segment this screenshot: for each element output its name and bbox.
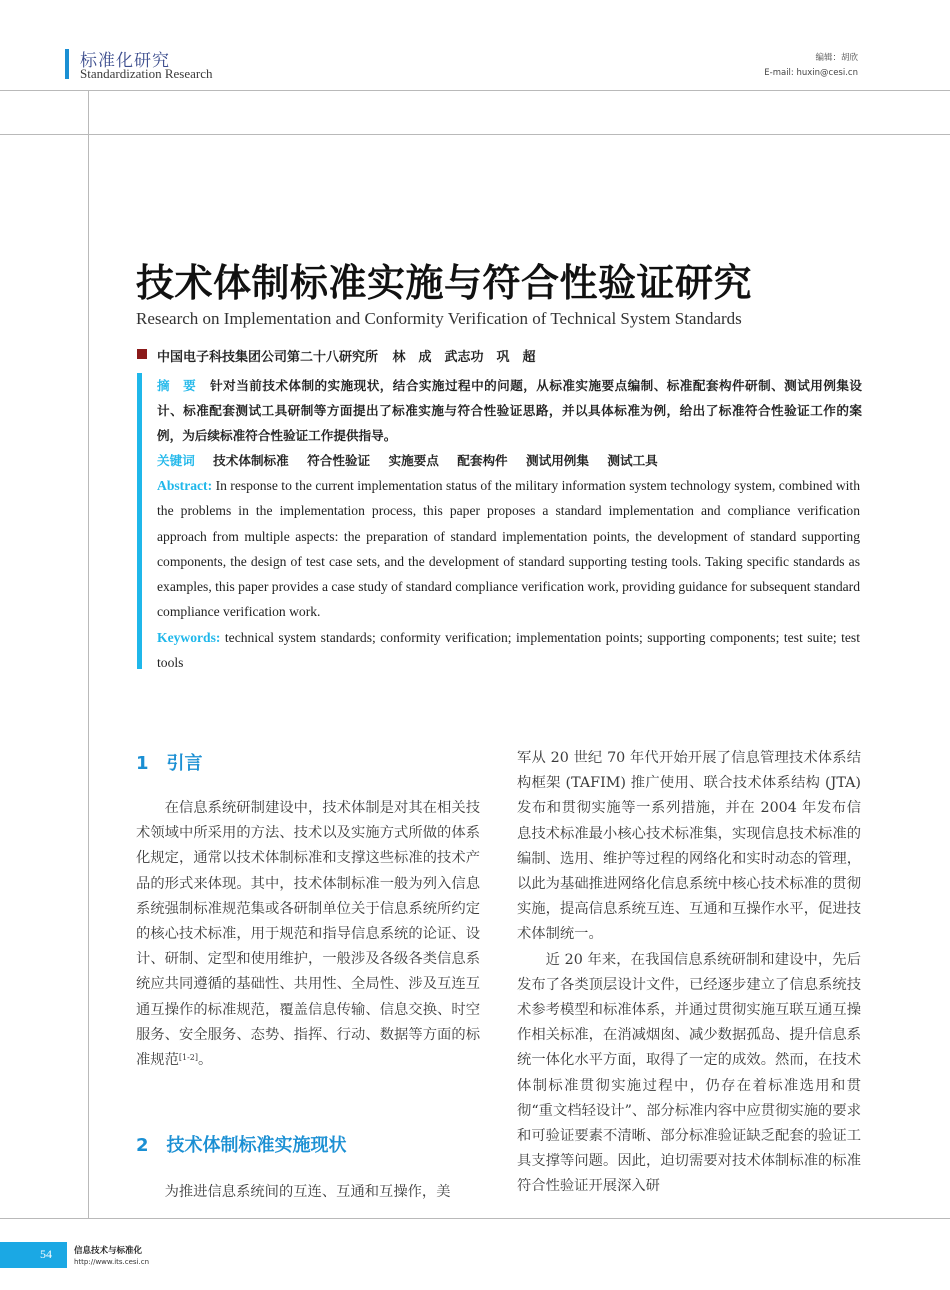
right-column-paragraph-2: 近 20 年来，在我国信息系统研制和建设中，先后发布了各类顶层设计文件，已经逐步建立了信息系统技术参考模型和标准体系，并通过贯彻实施互联互通互操作相关标准，在消减烟囱、减少数据孤岛、提升信息系统一体化水平方面，取得了一定的成效。然而，在技术体制标准贯彻实施过程中，仍存在着标准选用和贯彻“重文档轻设计”、部分标准内容中应贯彻实施的要求和可验证要素不清晰、部分标准验证缺乏配套的验证工具支撑等问题。因此，迫切需要对技术体制标准的标准符合性验证开展深入研 xyxy=(517,951,861,1195)
abstract-cn-text: 针对当前技术体制的实施现状，结合实施过程中的问题，从标准实施要点编制、标准配套构件研制、测试用例集设计、标准配套测试工具研制等方面提出了标准实施与符合性验证思路，并以具体标准为例，给出了标准符合性验证工作的案例，为后续标准符合性验证工作提供指导。 xyxy=(157,378,863,443)
authors: 林 成 武志功 巩 超 xyxy=(392,350,536,365)
margin-rule xyxy=(88,90,89,1218)
author-line xyxy=(157,346,536,365)
keywords-en-text: technical system standards; conformity verification; implementation points; supporting components; test suite; test tools xyxy=(157,630,860,671)
abstract-cn xyxy=(157,373,862,448)
journal-name-en: Standardization Research xyxy=(80,66,213,81)
keyword-cn: 实施要点 xyxy=(388,453,439,468)
keyword-cn: 测试用例集 xyxy=(526,453,589,468)
citation-ref: [1-2] xyxy=(178,1053,199,1063)
keyword-cn: 技术体制标准 xyxy=(213,453,289,468)
header-accent-bar xyxy=(65,49,69,79)
footer-journal-name: 信息技术与标准化 xyxy=(74,1246,143,1256)
header-rule-bottom xyxy=(0,134,950,135)
abstract-en-text: In response to the current implementation status of the military information system technology system, combined with the problems in the implementation process, this paper proposes a standard implementation and compliance verification approach from multiple aspects: the preparation of standard implementation points, the development of standard supporting components, the design of test case sets, and the development of standard supporting testing tools. Taking specific standards as examples, this paper provides a case study of standard compliance verification work, providing guidance for subsequent standard compliance verification work. xyxy=(157,478,860,620)
page-number: 54 xyxy=(40,1247,52,1261)
page-number-tab xyxy=(0,1242,67,1268)
footer-rule xyxy=(0,1218,950,1219)
author-bullet xyxy=(137,349,147,359)
keywords-en xyxy=(157,625,860,676)
journal-name-cn: 标准化研究 xyxy=(80,51,170,71)
abstract-cn-label: 摘 要 xyxy=(157,378,197,393)
abstract-en-label: Abstract: xyxy=(157,478,213,493)
keyword-cn: 符合性验证 xyxy=(307,453,371,468)
section-1-paragraph: 在信息系统研制建设中，技术体制是对其在相关技术领域中所采用的方法、技术以及实施方式所做的体系化规定，通常以技术体制标准和支撑这些标准的技术产品的形式来体现。其中，技术体制标准一般为列入信息系统强制标准规范集或各研制单位关于信息系统所约定的核心技术标准，用于规范和指导信息系统的论证、设计、研制、定型和使用维护，一般涉及各级各类信息系统应共同遵循的基础性、共用性、全局性、涉及互连互通互操作的标准规范，覆盖信息传输、信息交换、时空服务、安全服务、态势、指挥、行动、数据等方面的标准规范[1-2]。 xyxy=(136,800,480,1069)
editor-email: E-mail: huxin@cesi.cn xyxy=(764,68,858,78)
affiliation: 中国电子科技集团公司第二十八研究所 xyxy=(157,350,379,365)
abstract-en xyxy=(157,473,860,625)
article-title-en: Research on Implementation and Conformity Verification of Technical System Standards xyxy=(136,309,742,328)
footer-url[interactable]: http://www.its.cesi.cn xyxy=(74,1258,150,1266)
keywords-cn xyxy=(157,448,862,473)
section-2-paragraph-start: 为推进信息系统间的互连、互通和互操作，美 xyxy=(164,1184,451,1200)
section-1-heading: 1 引言 xyxy=(136,753,203,774)
abstract-accent-bar xyxy=(137,373,142,669)
keywords-en-label: Keywords: xyxy=(157,630,221,645)
keyword-cn: 测试工具 xyxy=(607,453,658,468)
editor-name: 编辑：胡欣 xyxy=(815,53,858,63)
article-title-cn: 技术体制标准实施与符合性验证研究 xyxy=(136,260,753,305)
right-column-paragraph-1: 军从 20 世纪 70 年代开始开展了信息管理技术体系结构框架 (TAFIM) 推广使用、联合技术体系结构 (JTA) 发布和贯彻实施等一系列措施，并在 2004 年发布信息技术标准最小核心技术标准集，实现信息技术标准的编制、选用、维护等过程的网络化和实时动态的管理，以此为基础推进网络化信息系统中核心技术标准的贯彻实施，提高信息系统互连、互通和互操作水平，促进技术体制统一。 xyxy=(517,750,861,943)
section-2-heading: 2 技术体制标准实施现状 xyxy=(136,1135,347,1156)
keywords-cn-label: 关键词 xyxy=(157,453,195,468)
keyword-cn: 配套构件 xyxy=(457,453,508,468)
right-column-text xyxy=(517,746,861,1200)
header-rule-top xyxy=(0,90,950,91)
